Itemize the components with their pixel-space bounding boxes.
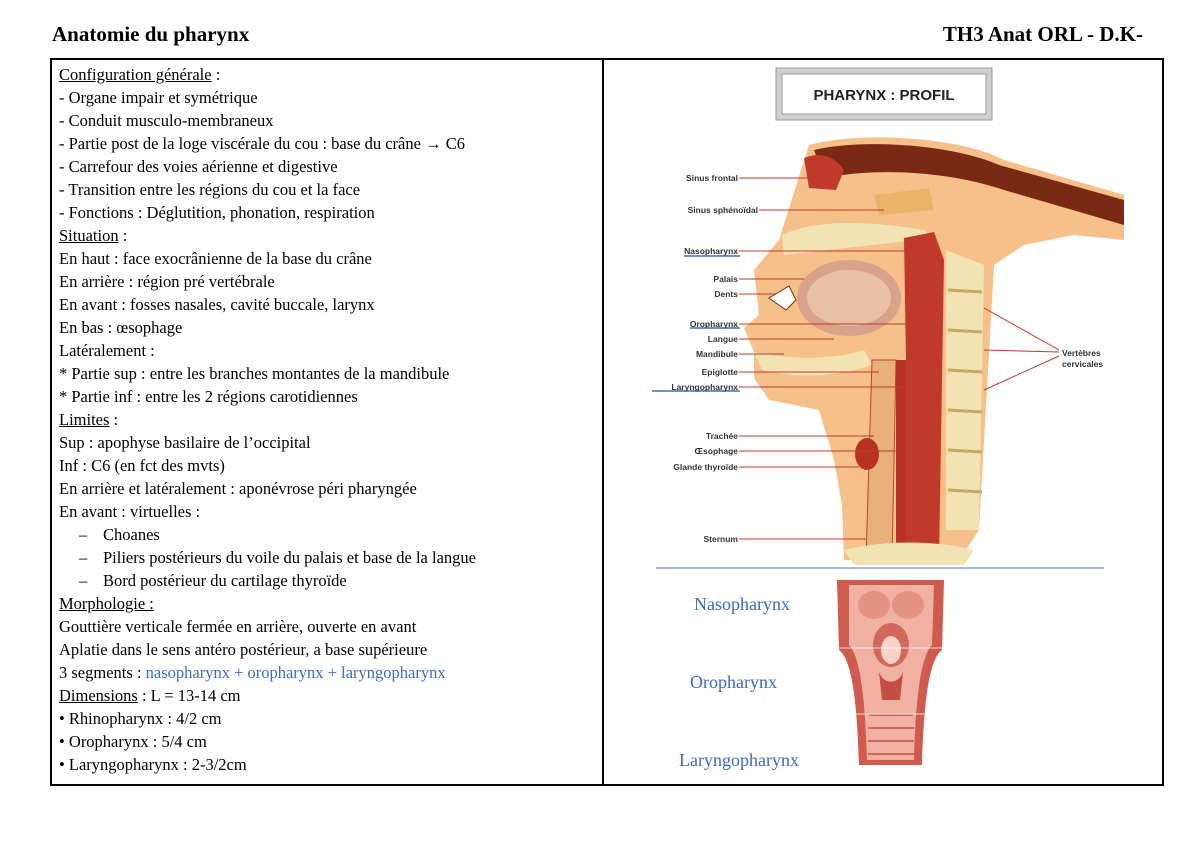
label-oropharynx: Oropharynx [689, 319, 738, 329]
situation-item: * Partie sup : entre les branches montantes de la mandibule [59, 364, 450, 383]
morpho-item: Gouttière verticale fermée en arrière, ouverte en avant [59, 617, 417, 636]
limites-heading-suffix: : [109, 410, 119, 429]
caption-nasopharynx: Nasopharynx [694, 594, 790, 614]
course-code: TH3 Anat ORL - D.K- [942, 22, 1143, 46]
situation-item: En arrière : région pré vertébrale [59, 272, 275, 291]
page-title: Anatomie du pharynx [52, 22, 250, 46]
situation-item: En bas : œsophage [59, 318, 183, 337]
limites-item: En arrière et latéralement : aponévrose péri pharyngée [59, 479, 417, 498]
limites-sub-text: Bord postérieur du cartilage thyroïde [103, 571, 347, 590]
dimensions-value: : L = 13-14 cm [137, 686, 241, 705]
choana-left [858, 591, 890, 619]
config-item: - Carrefour des voies aérienne et digestive [59, 157, 338, 176]
label-mandibule: Mandibule [695, 349, 738, 359]
segments-value: nasopharynx + oropharynx + laryngopharynx [145, 663, 446, 682]
posterior-view-illustration [832, 580, 994, 765]
situation-item: * Partie inf : entre les 2 régions carotidiennes [59, 387, 358, 406]
config-item: - Organe impair et symétrique [59, 88, 258, 107]
segments-prefix: 3 segments : [59, 663, 146, 682]
label-cervicales: cervicales [1062, 359, 1104, 369]
text-column [59, 63, 599, 776]
limites-sub-item [59, 546, 599, 569]
limites-item: En avant : virtuelles : [59, 502, 201, 521]
morpho-heading-line [59, 592, 599, 615]
morpho-item: Aplatie dans le sens antéro postérieur, a base supérieure [59, 640, 428, 659]
morpho-heading: Morphologie : [59, 594, 154, 613]
config-item: - Fonctions : Déglutition, phonation, respiration [59, 203, 375, 222]
situation-item: En avant : fosses nasales, cavité buccale, larynx [59, 295, 375, 314]
uvula [881, 636, 901, 664]
situation-heading-suffix: : [118, 226, 128, 245]
config-item: - Partie post de la loge viscérale du cou : base du crâne → C6 [59, 134, 465, 153]
config-heading: Configuration générale [59, 65, 212, 84]
banner-title: PHARYNX : PROFIL [813, 87, 955, 104]
label-trachee: Trachée [705, 431, 738, 441]
limites-item: Sup : apophyse basilaire de l’occipital [59, 433, 311, 452]
figure-column [604, 60, 1162, 784]
caption-laryngopharynx: Laryngopharynx [679, 750, 799, 770]
choana-right [892, 591, 924, 619]
situation-item: Latéralement : [59, 341, 155, 360]
dimensions-heading: Dimensions [59, 686, 138, 705]
label-nasopharynx: Nasopharynx [684, 246, 738, 256]
label-palais: Palais [713, 274, 738, 284]
label-sinus-sphenoidal: Sinus sphénoïdal [687, 205, 758, 215]
pharynx-wall [904, 232, 944, 560]
dimensions-item: • Rhinopharynx : 4/2 cm [59, 709, 222, 728]
limites-item: Inf : C6 (en fct des mvts) [59, 456, 225, 475]
limites-sub-text: Choanes [103, 525, 160, 544]
thyroid-shape [855, 438, 879, 470]
label-sternum: Sternum [703, 534, 738, 544]
label-sinus-frontal: Sinus frontal [686, 173, 738, 183]
situation-item: En haut : face exocrânienne de la base du crâne [59, 249, 372, 268]
label-glande-thyroide: Glande thyroïde [673, 462, 738, 472]
situation-heading-line [59, 224, 599, 247]
label-langue: Langue [707, 334, 738, 344]
oesophagus-shape [896, 360, 906, 560]
config-item: - Conduit musculo-membraneux [59, 111, 274, 130]
config-item: - Transition entre les régions du cou et la face [59, 180, 361, 199]
label-laryngopharynx: Laryngopharynx [671, 382, 738, 392]
label-epiglotte: Epiglotte [701, 367, 738, 377]
pharynx-figure [604, 60, 1162, 784]
limites-sub-text: Piliers postérieurs du voile du palais et base de la langue [103, 548, 476, 567]
limites-sub-item [59, 569, 599, 592]
caption-oropharynx: Oropharynx [690, 672, 777, 692]
limites-heading: Limites [59, 410, 110, 429]
segments-line [59, 661, 599, 684]
tongue-inner [807, 270, 891, 326]
limites-heading-line [59, 408, 599, 431]
dash-marker: – [79, 571, 88, 590]
label-vertebres: Vertèbres [1062, 348, 1101, 358]
limites-sub-item [59, 523, 599, 546]
content-table [50, 58, 1164, 786]
label-dents: Dents [714, 289, 738, 299]
dash-marker: – [79, 548, 88, 567]
dash-marker: – [79, 525, 88, 544]
config-heading-suffix: : [211, 65, 221, 84]
dimensions-heading-line [59, 684, 599, 707]
label-oesophage: Œsophage [694, 446, 738, 456]
dimensions-item: • Oropharynx : 5/4 cm [59, 732, 207, 751]
dimensions-item: • Laryngopharynx : 2-3/2cm [59, 755, 247, 774]
situation-heading: Situation [59, 226, 119, 245]
config-heading-line [59, 63, 599, 86]
